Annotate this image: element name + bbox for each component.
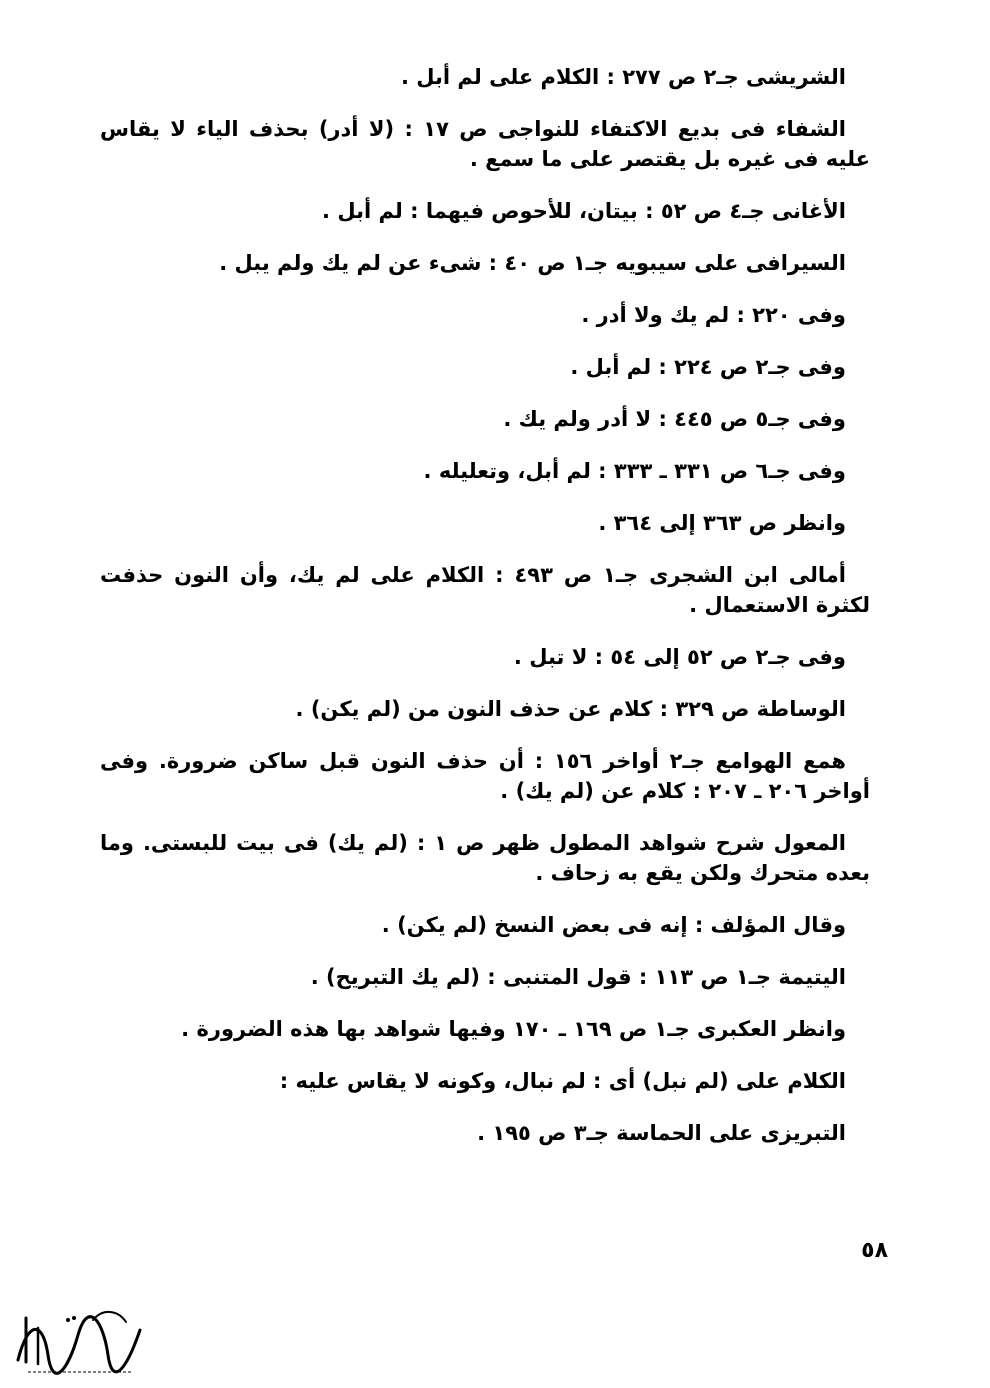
- paragraph: وفى ٢٢٠ : لم يك ولا أدر .: [581, 303, 846, 327]
- paragraph: وقال المؤلف : إنه فى بعض النسخ (لم يكن) .: [381, 913, 846, 937]
- paragraph: التبريزى على الحماسة جـ٣ ص ١٩٥ .: [477, 1121, 846, 1145]
- paragraph: الشريشى جـ٢ ص ٢٧٧ : الكلام على لم أبل .: [400, 65, 846, 89]
- page-number: ٥٨: [861, 1238, 888, 1263]
- paragraph: همع الهوامع جـ٢ أواخر ١٥٦ : أن حذف النون قبل ساكن ضرورة. وفى أواخر ٢٠٦ ـ ٢٠٧ : كلام عن (لم يك) .: [100, 749, 870, 803]
- paragraph: أمالى ابن الشجرى جـ١ ص ٤٩٣ : الكلام على لم يك، وأن النون حذفت لكثرة الاستعمال .: [100, 563, 870, 617]
- paragraph: السيرافى على سيبويه جـ١ ص ٤٠ : شىء عن لم يك ولم يبل .: [219, 251, 846, 275]
- paragraph: المعول شرح شواهد المطول ظهر ص ١ : (لم يك) فى بيت للبستى. وما بعده متحرك ولكن يقع به زحاف .: [100, 831, 870, 885]
- paragraph: وفى جـ٢ ص ٢٢٤ : لم أبل .: [570, 355, 846, 379]
- body-text: [100, 62, 870, 1170]
- paragraph: الشفاء فى بديع الاكتفاء للنواجى ص ١٧ : (لا أدر) بحذف الياء لا يقاس عليه فى غيره بل يقتصر على ما سمع .: [100, 117, 870, 171]
- calligraphy-stamp-logo: [8, 1300, 148, 1380]
- paragraph: اليتيمة جـ١ ص ١١٣ : قول المتنبى : (لم يك التبريح) .: [310, 965, 846, 989]
- paragraph: وفى جـ٥ ص ٤٤٥ : لا أدر ولم يك .: [503, 407, 846, 431]
- paragraph: وفى جـ٦ ص ٣٣١ ـ ٣٣٣ : لم أبل، وتعليله .: [423, 459, 846, 483]
- paragraph: الكلام على (لم نبل) أى : لم نبال، وكونه لا يقاس عليه :: [279, 1069, 846, 1093]
- paragraph: الأغانى جـ٤ ص ٥٢ : بيتان، للأحوص فيهما : لم أبل .: [322, 199, 846, 223]
- paragraph: الوساطة ص ٣٢٩ : كلام عن حذف النون من (لم يكن) .: [295, 697, 846, 721]
- paragraph: وانظر العكبرى جـ١ ص ١٦٩ ـ ١٧٠ وفيها شواهد بها هذه الضرورة .: [181, 1017, 846, 1041]
- paragraph: وانظر ص ٣٦٣ إلى ٣٦٤ .: [598, 511, 846, 535]
- paragraph: وفى جـ٢ ص ٥٢ إلى ٥٤ : لا تبل .: [513, 645, 846, 669]
